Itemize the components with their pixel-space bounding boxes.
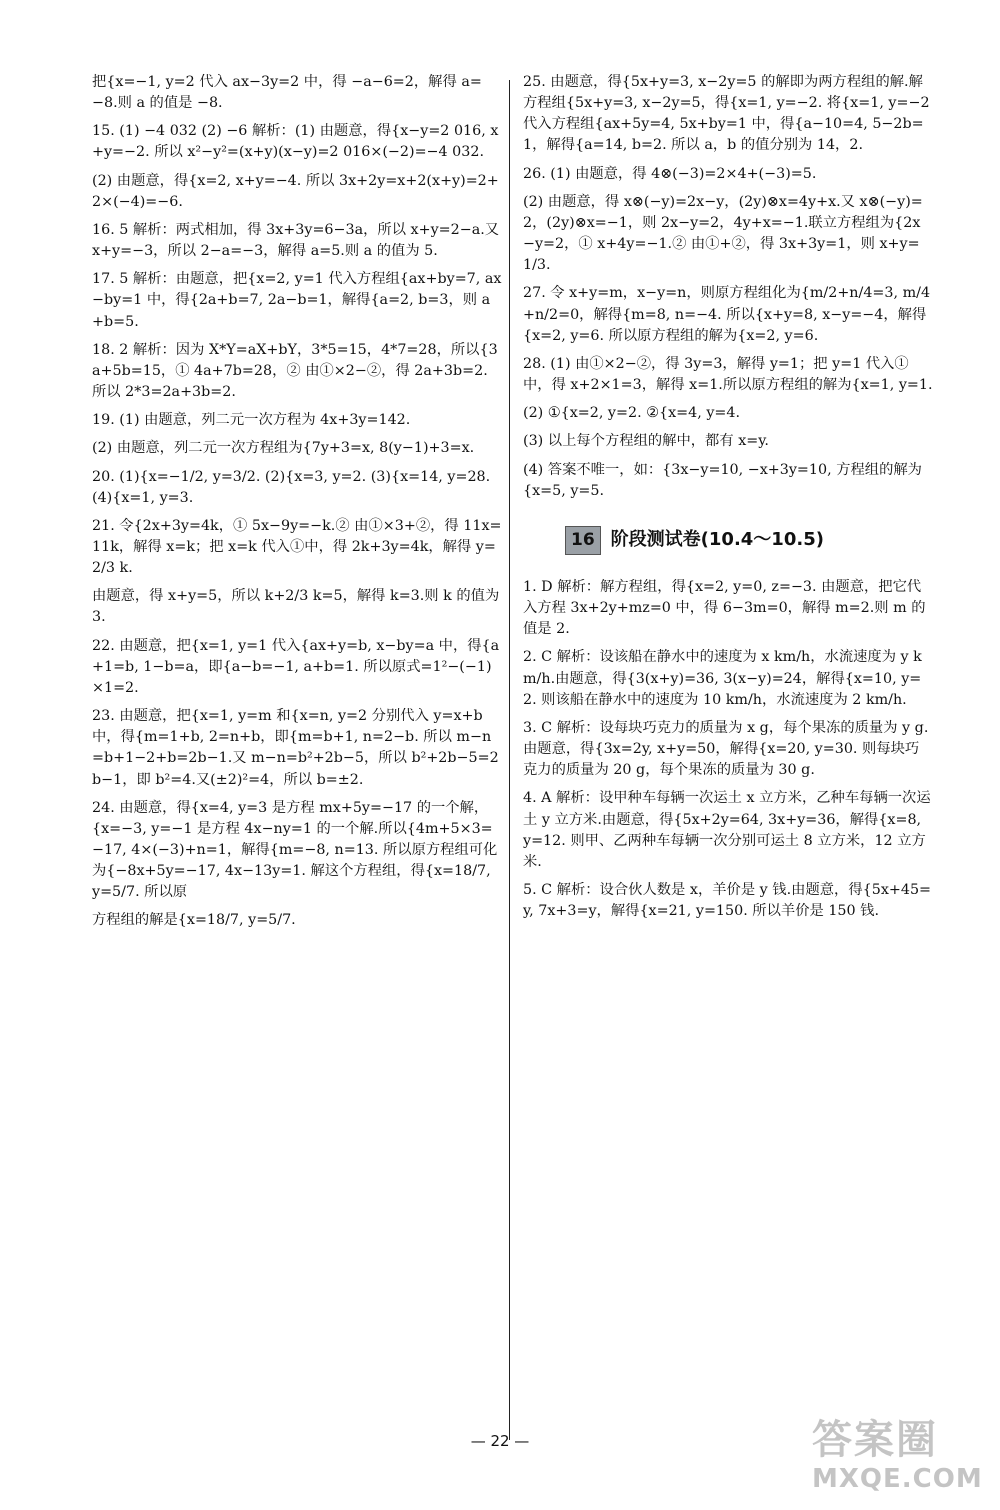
answer-item: (2) ①{x=2, y=2. ②{x=4, y=4. (523, 405, 741, 422)
answer-item: (2) 由题意，得{x=2, x+y=−4. 所以 3x+2y=x+2(x+y)=2+2×(−4)=−6. (92, 172, 499, 210)
watermark-text: 答案圈 (812, 1417, 938, 1463)
answer-item-19: 19. (1) 由题意，列二元一次方程为 4x+3y=142. (92, 412, 411, 429)
section-heading (565, 526, 933, 555)
answer-item-22: 22. 由题意，把{x=1, y=1 代入{ax+y=b, x−by=a 中，得{a+1=b, 1−b=a，即{a−b=−1, a+b=1. 所以原式=1²−(−1)×1=2. (92, 637, 500, 696)
answer-item-20: 20. (1){x=−1/2, y=3/2. (2){x=3, y=2. (3){x=14, y=28. (4){x=1, y=3. (92, 468, 491, 506)
answer-item-17: 17. 5 解析：由题意，把{x=2, y=1 代入方程组{ax+by=7, ax−by=1 中，得{2a+b=7, 2a−b=1，解得{a=2, b=3，则 a+b=5. (92, 271, 502, 330)
answer-item-2: 2. C 解析：设该船在静水中的速度为 x km/h，水流速度为 y km/h.由题意，得{3(x+y)=36, 3(x−y)=24，解得{x=10, y=2. 则该船在静水中的速度为 10 km/h，水流速度为 2 km/h. (523, 649, 922, 708)
watermark-url: MXQE.COM (812, 1464, 983, 1494)
answer-item-21: 21. 令{2x+3y=4k，① 5x−9y=−k.② 由①×3+②，得 11x=11k，解得 x=k；把 x=k 代入①中，得 2k+3y=4k，解得 y=2/3 k. (92, 517, 502, 577)
answer-item: (4) 答案不唯一，如：{3x−y=10, −x+3y=10, 方程组的解为{x=5, y=5. (523, 461, 922, 499)
answer-item: 由题意，得 x+y=5，所以 k+2/3 k=5，解得 k=3.则 k 的值为 3. (92, 588, 500, 626)
right-column (523, 72, 933, 929)
answer-item: 把{x=−1, y=2 代入 ax−3y=2 中，得 −a−6=2，解得 a=−8.则 a 的值是 −8. (92, 74, 482, 112)
answer-item: 方程组的解是{x=18/7, y=5/7. (92, 912, 296, 929)
answer-item: (2) 由题意，得 x⊗(−y)=2x−y，(2y)⊗x=4y+x.又 x⊗(−y)=2，(2y)⊗x=−1，则 2x−y=2，4y+x=−1.联立方程组为{2x−y=2，① x+4y=−1.② 由①+②，得 3x+3y=1，则 x+y=1/3. (523, 193, 923, 274)
section-number-badge: 16 (565, 526, 601, 555)
answer-item-24: 24. 由题意，得{x=4, y=3 是方程 mx+5y=−17 的一个解，{x=−3, y=−1 是方程 4x−ny=1 的一个解.所以{4m+5×3=−17, 4×(−3)+n=1，解得{m=−8, n=13. 所以原方程组可化为{−8x+5y=−17, 4x−13y=1. 解这个方程组，得{x=18/7, y=5/7. 所以原 (92, 799, 498, 901)
answer-item-15: 15. (1) −4 032 (2) −6 解析：(1) 由题意，得{x−y=2 016, x+y=−2. 所以 x²−y²=(x+y)(x−y)=2 016×(−2)=−4 032. (92, 123, 499, 161)
answer-item-3: 3. C 解析：设每块巧克力的质量为 x g，每个果冻的质量为 y g.由题意，得{3x=2y, x+y=50，解得{x=20, y=30. 则每块巧克力的质量为 20 g，每个果冻的质量为 30 g. (523, 719, 929, 779)
answer-item: (2) 由题意，列二元一次方程组为{7y+3=x, 8(y−1)+3=x. (92, 440, 475, 457)
answer-item-25: 25. 由题意，得{5x+y=3, x−2y=5 的解即为两方程组的解.解方程组{5x+y=3, x−2y=5，得{x=1, y=−2. 将{x=1, y=−2 代入方程组{ax+5y=4, 5x+by=1 中，得{a−10=4, 5−2b=1，解得{a=14, b=2. 所以 a，b 的值分别为 14，2. (523, 74, 930, 154)
answer-item-28: 28. (1) 由①×2−②，得 3y=3，解得 y=1；把 y=1 代入①中，得 x+2×1=3，解得 x=1.所以原方程组的解为{x=1, y=1. (523, 355, 933, 394)
page-number: — 22 — (470, 1432, 530, 1450)
answer-item-18: 18. 2 解析：因为 X*Y=aX+bY，3*5=15，4*7=28，所以{3a+5b=15，① 4a+7b=28，② 由①×2−②，得 2a+3b=2. 所以 2*3=2a+3b=2. (92, 341, 498, 401)
column-divider (509, 80, 510, 1440)
answer-item-27: 27. 令 x+y=m，x−y=n，则原方程组化为{m/2+n/4=3, m/4+n/2=0，解得{m=8, n=−4. 所以{x+y=8, x−y=−4，解得{x=2, y=6. 所以原方程组的解为{x=2, y=6. (523, 285, 931, 344)
watermark-logo (812, 1416, 992, 1506)
answer-item-4: 4. A 解析：设甲种车每辆一次运土 x 立方米，乙种车每辆一次运土 y 立方米.由题意，得{5x+2y=64, 3x+y=36，解得{x=8, y=12. 则甲、乙两种车每辆一次分别可运土 8 立方米，12 立方米. (523, 790, 931, 870)
answer-item-5: 5. C 解析：设合伙人数是 x，羊价是 y 钱.由题意，得{5x+45=y, 7x+3=y，解得{x=21, y=150. 所以羊价是 150 钱. (523, 882, 932, 920)
answer-item-23: 23. 由题意，把{x=1, y=m 和{x=n, y=2 分别代入 y=x+b 中，得{m=1+b, 2=n+b，即{m=b+1, n=2−b. 所以 m−n=b+1−2+b=2b−1.又 m−n=b²+2b−5，所以 b²+2b−5=2b−1，即 b²=4.又(±2)²=4，所以 b=±2. (92, 708, 499, 788)
answer-item-26: 26. (1) 由题意，得 4⊗(−3)=2×4+(−3)=5. (523, 165, 817, 182)
answer-item-1: 1. D 解析：解方程组，得{x=2, y=0, z=−3. 由题意，把它代入方程 3x+2y+mz=0 中，得 6−3m=0，解得 m=2.则 m 的值是 2. (523, 578, 926, 638)
left-column (92, 72, 502, 939)
answer-item-16: 16. 5 解析：两式相加，得 3x+3y=6−3a，所以 x+y=2−a.又 x+y=−3，所以 2−a=−3，解得 a=5.则 a 的值为 5. (92, 221, 500, 260)
answer-item: (3) 以上每个方程组的解中，都有 x=y. (523, 433, 769, 450)
section-title: 阶段测试卷(10.4～10.5) (610, 529, 824, 551)
